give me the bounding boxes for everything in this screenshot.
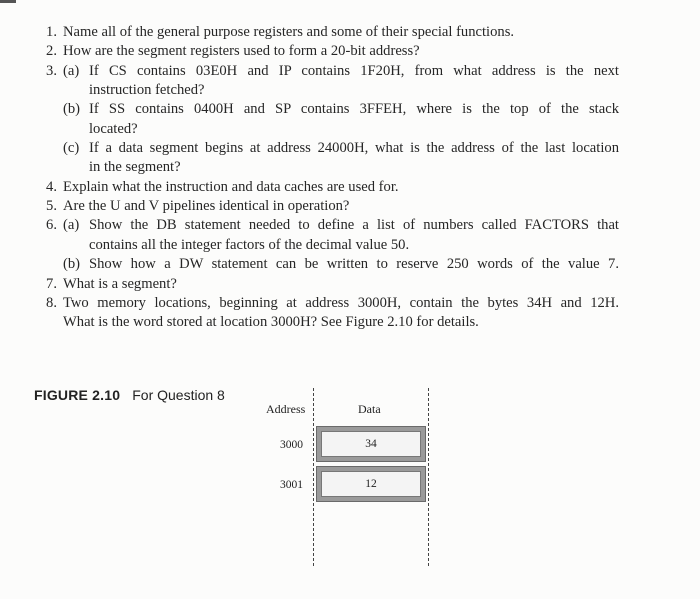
memory-cell-value: 34	[321, 431, 421, 457]
q3b-line1: If SS contains 0400H and SP contains 3FFEH, where is the top of the stack	[89, 101, 619, 117]
q3a-label: (a)	[63, 63, 80, 79]
q3c-line2: in the segment?	[89, 159, 181, 175]
q3b-line2: located?	[89, 121, 138, 137]
q1-number: 1.	[46, 24, 57, 40]
figure-number: FIGURE 2.10	[34, 387, 121, 403]
q3-number: 3.	[46, 63, 57, 79]
q7-text: What is a segment?	[63, 276, 177, 292]
q7-number: 7.	[46, 276, 57, 292]
q4-text: Explain what the instruction and data caches are used for.	[63, 179, 399, 195]
q8-line2: What is the word stored at location 3000H? See Figure 2.10 for details.	[63, 314, 479, 330]
q3a-line2: instruction fetched?	[89, 82, 205, 98]
q3c-label: (c)	[63, 140, 80, 156]
address-header: Address	[266, 402, 306, 416]
q6a-label: (a)	[63, 217, 80, 233]
data-header: Data	[358, 402, 381, 416]
memory-right-boundary	[428, 388, 429, 566]
q2-number: 2.	[46, 43, 57, 59]
q6a-line2: contains all the integer factors of the decimal value 50.	[89, 237, 410, 253]
q4-number: 4.	[46, 179, 57, 195]
memory-cell-3000	[316, 426, 426, 462]
q8-number: 8.	[46, 295, 57, 311]
memory-cell-3001	[316, 466, 426, 502]
q6a-line1: Show the DB statement needed to define a list of numbers called FACTORS that	[89, 217, 619, 233]
q6b-label: (b)	[63, 256, 81, 272]
q2-text: How are the segment registers used to form a 20-bit address?	[63, 43, 420, 59]
q1-text: Name all of the general purpose registers and some of their special functions.	[63, 24, 515, 40]
q3a-line1: If CS contains 03E0H and IP contains 1F20H, from what address is the next	[89, 63, 619, 79]
figure-caption-text: For Question 8	[132, 387, 225, 403]
q8-line1: Two memory locations, beginning at address 3000H, contain the bytes 34H and 12H.	[63, 295, 619, 311]
q3b-label: (b)	[63, 101, 81, 117]
memory-cell-value: 12	[321, 471, 421, 497]
q5-number: 5.	[46, 198, 57, 214]
page-edge-mark	[0, 0, 16, 3]
figure-caption	[34, 387, 225, 403]
address-3000: 3000	[280, 439, 303, 451]
memory-left-boundary	[313, 388, 314, 566]
q5-text: Are the U and V pipelines identical in operation?	[63, 198, 350, 214]
q3c-line1: If a data segment begins at address 24000H, what is the address of the last location	[89, 140, 619, 156]
address-3001: 3001	[280, 479, 303, 491]
q6b-line1: Show how a DW statement can be written to reserve 250 words of the value 7.	[89, 256, 619, 272]
q6-number: 6.	[46, 217, 57, 233]
